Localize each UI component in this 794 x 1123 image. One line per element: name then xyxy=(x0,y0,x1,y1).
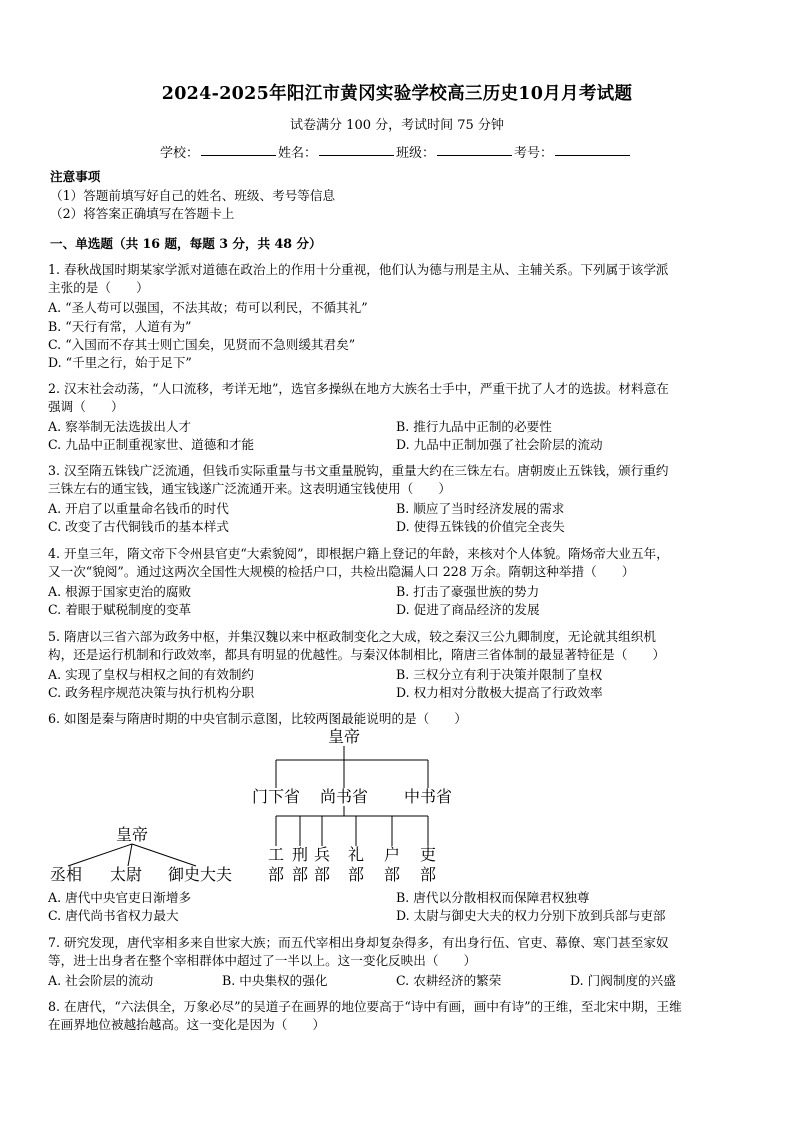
question-3-stem: 3. 汉至隋五铢钱广泛流通，但钱币实际重量与书文重量脱钩，重量大约在三铢左右。唐朝废止五铢钱，颁行重约 xyxy=(48,463,669,478)
ministry-justice: 刑 xyxy=(291,845,309,864)
question-2-option-c[interactable]: C. 九品中正制重视家世、道德和才能 xyxy=(48,437,255,452)
question-4-option-a[interactable]: A. 根源于国家吏治的腐败 xyxy=(48,584,192,599)
imperial-censor: 御史大夫 xyxy=(167,865,233,884)
question-3-option-b[interactable]: B. 顺应了当时经济发展的需求 xyxy=(396,501,565,516)
question-4-option-c[interactable]: C. 着眼于赋税制度的变革 xyxy=(48,602,192,617)
ministry-works: 工 xyxy=(267,845,285,864)
question-2-option-d[interactable]: D. 九品中正制加强了社会阶层的流动 xyxy=(396,437,603,452)
question-6-option-b[interactable]: B. 唐代以分散相权而保障君权独尊 xyxy=(396,890,590,905)
menxia-province: 门下省 xyxy=(251,787,301,806)
zhongshu-province: 中书省 xyxy=(403,787,453,806)
question-7-option-a[interactable]: A. 社会阶层的流动 xyxy=(48,973,154,988)
question-5-option-c[interactable]: C. 政务程序规范决策与执行机构分职 xyxy=(48,685,255,700)
ministry-suffix: 部 xyxy=(347,865,365,884)
name-label: 姓名： xyxy=(278,146,318,161)
qin-official-system-diagram xyxy=(48,826,248,886)
question-6-option-c[interactable]: C. 唐代尚书省权力最大 xyxy=(48,908,179,923)
ministry-war: 兵 xyxy=(313,845,331,864)
shangshu-province: 尚书省 xyxy=(319,787,369,806)
question-5-option-d[interactable]: D. 权力相对分散极大提高了行政效率 xyxy=(396,685,603,700)
question-3-option-c[interactable]: C. 改变了古代铜钱币的基本样式 xyxy=(48,519,229,534)
question-2-stem: 2. 汉末社会动荡，“人口流移，考详无地”，选官多操纵在地方大族名士手中，严重干扰了人才的选拔。材料意在 xyxy=(48,381,669,396)
question-2-stem-cont: 强调（ ） xyxy=(48,399,124,414)
exam-subtitle: 试卷满分 100 分，考试时间 75 分钟 xyxy=(290,118,504,133)
question-4-stem-cont: 又一次“貌阅”。通过这两次全国性大规模的检括户口，共检出隐漏人口 228 万余。隋朝这种举措（ ） xyxy=(48,564,635,579)
question-4-option-b[interactable]: B. 打击了豪强世族的势力 xyxy=(396,584,540,599)
name-blank[interactable] xyxy=(319,142,394,156)
note-item: （1）答题前填写好自己的姓名、班级、考号等信息 xyxy=(50,188,336,203)
question-6-option-a[interactable]: A. 唐代中央官吏日渐增多 xyxy=(48,890,192,905)
note-item: （2）将答案正确填写在答题卡上 xyxy=(50,206,235,221)
question-7-option-c[interactable]: C. 农耕经济的繁荣 xyxy=(396,973,502,988)
school-label: 学校： xyxy=(160,146,200,161)
sui-tang-official-system-diagram xyxy=(240,728,470,888)
question-5-stem-cont: 构，还是运行机制和行政效率，都具有明显的优越性。与秦汉体制相比，隋唐三省体制的最显著特征是（ ） xyxy=(48,647,666,662)
chancellor: 丞相 xyxy=(49,865,83,884)
question-3-option-d[interactable]: D. 使得五铢钱的价值完全丧失 xyxy=(396,519,565,534)
question-2-option-a[interactable]: A. 察举制无法选拔出人才 xyxy=(48,419,192,434)
question-7-stem: 7. 研究发现，唐代宰相多来自世家大族；而五代宰相出身却复杂得多，有出身行伍、官吏、幕僚、寒门甚至家奴 xyxy=(48,935,669,950)
question-1-option-c[interactable]: C. “入国而不存其士则亡国矣，见贤而不急则缓其君矣” xyxy=(48,337,356,352)
question-4-stem: 4. 开皇三年，隋文帝下令州县官吏“大索貌阅”，即根据户籍上登记的年龄，来核对个人体貌。隋炀帝大业五年， xyxy=(48,546,669,561)
class-label: 班级： xyxy=(396,146,436,161)
question-8-stem-cont: 在画界地位被越抬越高。这一变化是因为（ ） xyxy=(48,1017,326,1032)
ministry-suffix: 部 xyxy=(313,865,331,884)
ministry-suffix: 部 xyxy=(383,865,401,884)
grand-commandant: 太尉 xyxy=(109,865,143,884)
exam-number-label: 考号： xyxy=(514,146,554,161)
question-6-stem: 6. 如图是秦与隋唐时期的中央官制示意图，比较两图最能说明的是（ ） xyxy=(48,711,468,726)
ministry-suffix: 部 xyxy=(291,865,309,884)
question-1-option-a[interactable]: A. “圣人苟可以强国，不法其故；苟可以利民，不循其礼” xyxy=(48,300,368,315)
question-7-option-b[interactable]: B. 中央集权的强化 xyxy=(222,973,328,988)
question-7-stem-cont: 等，进士出身者在整个宰相群体中超过了一半以上。这一变化反映出（ ） xyxy=(48,953,477,968)
question-5-stem: 5. 隋唐以三省六部为政务中枢，并集汉魏以来中枢政制变化之大成，较之秦汉三公九卿制度，无论就其组织机 xyxy=(48,629,656,644)
ministry-suffix: 部 xyxy=(267,865,285,884)
question-4-option-d[interactable]: D. 促进了商品经济的发展 xyxy=(396,602,540,617)
question-3-option-a[interactable]: A. 开启了以重量命名钱币的时代 xyxy=(48,501,229,516)
notes-heading: 注意事项 xyxy=(50,169,101,184)
qin-emperor: 皇帝 xyxy=(115,826,149,844)
question-6-option-d[interactable]: D. 太尉与御史大夫的权力分别下放到兵部与吏部 xyxy=(396,908,666,923)
question-5-option-b[interactable]: B. 三权分立有利于决策并限制了皇权 xyxy=(396,667,603,682)
question-1-stem-cont: 主张的是（ ） xyxy=(48,280,149,295)
question-1-stem: 1. 春秋战国时期某家学派对道德在政治上的作用十分重视，他们认为德与刑是主从、主辅关系。下列属于该学派 xyxy=(48,262,669,277)
question-2-option-b[interactable]: B. 推行九品中正制的必要性 xyxy=(396,419,552,434)
question-1-option-d[interactable]: D. “千里之行，始于足下” xyxy=(48,355,192,370)
ministry-suffix: 部 xyxy=(419,865,437,884)
question-7-option-d[interactable]: D. 门阀制度的兴盛 xyxy=(570,973,676,988)
ministry-rites: 礼 xyxy=(347,845,365,864)
school-blank[interactable] xyxy=(201,142,276,156)
ministry-revenue: 户 xyxy=(383,845,401,864)
section-heading: 一、单选题（共 16 题，每题 3 分，共 48 分） xyxy=(50,236,322,251)
tang-emperor: 皇帝 xyxy=(327,728,361,746)
question-3-stem-cont: 三铢左右的通宝钱，通宝钱遂广泛流通开来。这表明通宝钱使用（ ） xyxy=(48,481,451,496)
question-5-option-a[interactable]: A. 实现了皇权与相权之间的有效制约 xyxy=(48,667,255,682)
ministry-personnel: 吏 xyxy=(419,845,437,864)
question-1-option-b[interactable]: B. “天行有常，人道有为” xyxy=(48,319,192,334)
student-info-row xyxy=(160,142,632,161)
exam-number-blank[interactable] xyxy=(555,142,630,156)
question-8-stem: 8. 在唐代，“六法俱全，万象必尽”的吴道子在画界的地位要高于“诗中有画，画中有诗”的王维，至北宋中期，王维 xyxy=(48,999,682,1014)
page-title: 2024-2025年阳江市黄冈实验学校高三历史10月月考试题 xyxy=(161,84,633,104)
class-blank[interactable] xyxy=(437,142,512,156)
